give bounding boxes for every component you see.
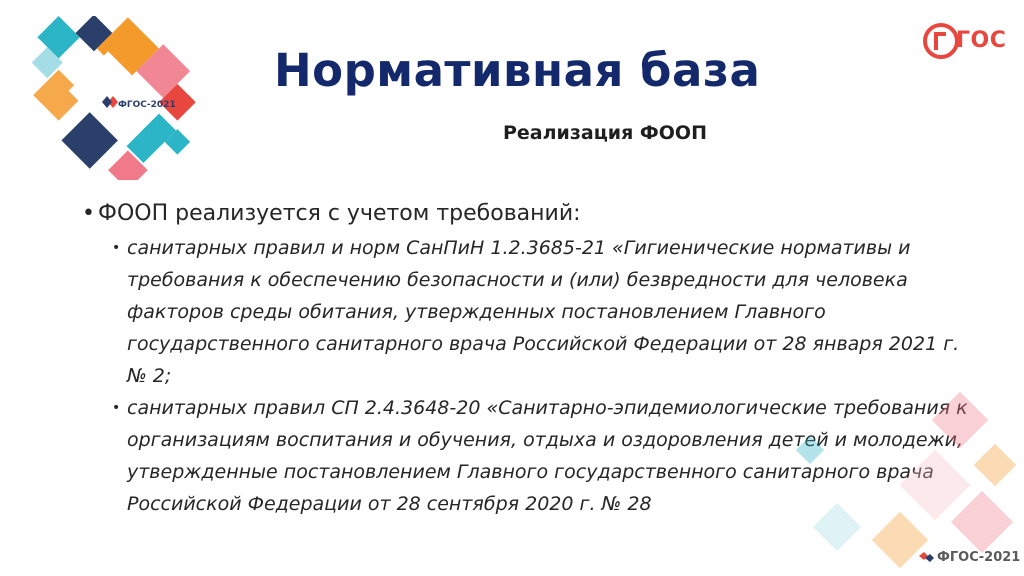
bullet-dot-icon: • bbox=[112, 400, 121, 416]
main-bullet-text: ФООП реализуется с учетом требований: bbox=[98, 201, 581, 226]
sub-bullet-text: санитарных правил СП 2.4.3648-20 «Санитарно-эпидемиологические требования к организациям воспитания и обучения, отдыха и оздоровления детей и молодежи, утвержденные постановлением Главного государственного санитарного врача Российской Федерации от 28 сентября 2020 г. № 28 bbox=[127, 397, 968, 515]
slide-subtitle: Реализация ФООП bbox=[503, 122, 707, 144]
decorative-diamonds-icon bbox=[790, 380, 1024, 576]
fgos-2021-small-logo bbox=[917, 548, 1021, 572]
brand-top-text: ГОС bbox=[956, 28, 1007, 53]
fgos-ring-icon bbox=[922, 22, 960, 60]
deco-logo-text: ФГОС-2021 bbox=[118, 100, 176, 110]
sub-bullet-text: санитарных правил и норм СанПиН 1.2.3685-21 «Гигиенические нормативы и требования к обеспечению безопасности и (или) безвредности для человека факторов среды обитания, утвержденных постановлением Главного государственного санитарного врача Российской Федерации от 28 января 2021 г. № 2; bbox=[127, 237, 960, 387]
fgos-chevron-icon bbox=[919, 552, 937, 566]
bullet-dot-icon: • bbox=[112, 240, 121, 256]
fgos-2021-diamond-logo-icon bbox=[12, 16, 224, 180]
slide-title: Нормативная база bbox=[274, 44, 761, 97]
fgos-brand-logo bbox=[922, 18, 1012, 64]
brand-bottom-text: ФГОС-2021 bbox=[937, 550, 1021, 565]
main-bullet bbox=[82, 198, 992, 230]
bullet-dot-icon: • bbox=[82, 201, 95, 226]
sub-bullet-item bbox=[112, 232, 978, 392]
